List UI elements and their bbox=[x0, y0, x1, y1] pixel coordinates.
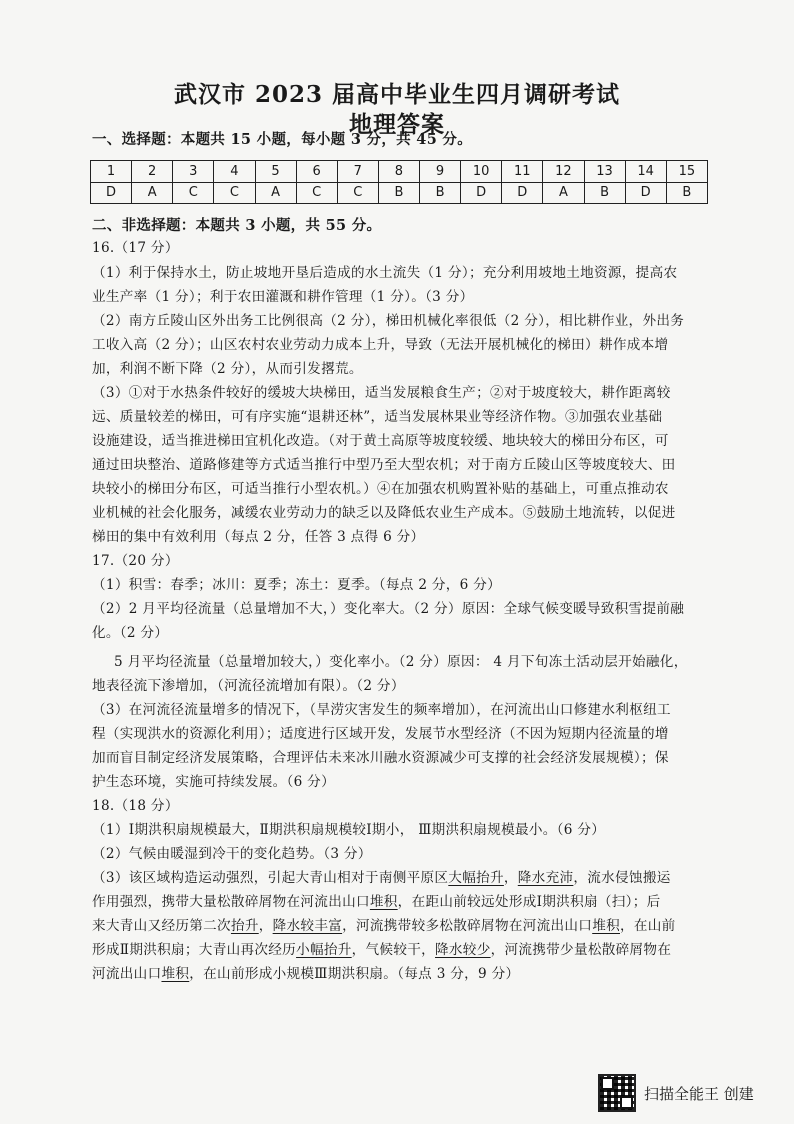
underlined-keyword: 堆积 bbox=[592, 918, 620, 934]
answer-line: 化。（2 分） bbox=[92, 625, 169, 641]
answer-cell: C bbox=[337, 182, 378, 204]
question-number: 11 bbox=[502, 161, 543, 183]
page-title: 武汉市 2023 届高中毕业生四月调研考试 bbox=[173, 81, 621, 108]
answer-line: （2）气候由暖湿到冷干的变化趋势。（3 分） bbox=[92, 846, 372, 862]
answer-text: （3）该区域构造运动强烈，引起大青山相对于南侧平原区 bbox=[92, 870, 449, 886]
scanner-label: 扫描全能王 创建 bbox=[644, 1084, 754, 1103]
question-number: 2 bbox=[132, 161, 173, 183]
answer-table bbox=[90, 160, 708, 204]
question-number: 4 bbox=[214, 161, 255, 183]
answer-line: （1）积雪：春季；冰川：夏季；冻土：夏季。（每点 2 分，6 分） bbox=[92, 577, 502, 593]
underlined-keyword: 堆积 bbox=[161, 966, 190, 982]
answer-cell: D bbox=[625, 182, 666, 204]
question-number: 7 bbox=[337, 161, 378, 183]
answer-text: ， bbox=[258, 918, 273, 934]
question-number: 1 bbox=[91, 161, 132, 183]
qr-code-icon bbox=[598, 1074, 636, 1112]
answer-line: 地表径流下渗增加，（河流径流增加有限）。（2 分） bbox=[92, 678, 405, 694]
answer-line: 业机械的社会化服务，减缓农业劳动力的缺乏以及降低农业生产成本。⑤鼓励土地流转，以促进 bbox=[92, 505, 676, 521]
question-number: 14 bbox=[625, 161, 666, 183]
answer-cell: C bbox=[214, 182, 255, 204]
answer-line: 业生产率（1 分）；利于农田灌溉和耕作管理（1 分）。（3 分） bbox=[92, 289, 474, 305]
answer-cell: B bbox=[584, 182, 625, 204]
answer-line bbox=[92, 868, 671, 888]
answer-line bbox=[92, 916, 676, 936]
answer-cell: C bbox=[173, 182, 214, 204]
answer-line: 程（实现洪水的资源化利用）；适度进行区域开发，发展节水型经济（不因为短期内径流量的增 bbox=[92, 726, 669, 742]
answer-text: ，气候较干， bbox=[351, 942, 436, 958]
answer-line: （2）南方丘陵山区外出务工比例很高（2 分），梯田机械化率很低（2 分），相比耕作业，外出务 bbox=[92, 313, 685, 329]
answer-text: ，河流携带较多松散碎屑物在河流出山口 bbox=[342, 918, 593, 934]
underlined-keyword: 大幅抬升 bbox=[448, 870, 504, 886]
answer-table-answer-row bbox=[91, 182, 708, 204]
underlined-keyword: 降水较少 bbox=[435, 942, 491, 958]
answer-cell: B bbox=[666, 182, 707, 204]
section2-heading: 二、非选择题：本题共 3 小题，共 55 分。 bbox=[92, 217, 382, 234]
answer-line: 加而盲目制定经济发展策略，合理评估未来冰川融水资源减少可支撑的社会经济发展规模）；保 bbox=[92, 750, 669, 766]
q18-heading: 18.（18 分） bbox=[92, 798, 179, 814]
question-number: 8 bbox=[378, 161, 419, 183]
answer-cell: A bbox=[255, 182, 296, 204]
answer-cell: B bbox=[420, 182, 461, 204]
question-number: 13 bbox=[584, 161, 625, 183]
answer-line: 设施建设，适当推进梯田宜机化改造。（对于黄土高原等坡度较缓、地块较大的梯田分布区，可 bbox=[92, 433, 669, 449]
answer-line: （2）2 月平均径流量（总量增加不大，）变化率大。（2 分）原因：全球气候变暖导致积雪提前融 bbox=[92, 601, 685, 617]
question-number: 9 bbox=[420, 161, 461, 183]
answer-cell: D bbox=[502, 182, 543, 204]
answer-line bbox=[92, 940, 671, 960]
question-number: 5 bbox=[255, 161, 296, 183]
answer-table-number-row bbox=[91, 161, 708, 183]
underlined-keyword: 堆积 bbox=[369, 894, 398, 910]
underlined-keyword: 抬升 bbox=[230, 918, 259, 934]
answer-cell: A bbox=[132, 182, 173, 204]
answer-text: ，在山前 bbox=[620, 918, 676, 934]
scanner-badge bbox=[598, 1074, 754, 1112]
answer-line: 护生态环境，实施可持续发展。（6 分） bbox=[92, 774, 335, 790]
question-number: 3 bbox=[173, 161, 214, 183]
answer-line bbox=[92, 964, 519, 984]
answer-line: （1）Ⅰ期洪积扇规模最大，Ⅱ期洪积扇规模较Ⅰ期小， Ⅲ期洪积扇规模最小。（6 分） bbox=[92, 822, 606, 838]
answer-text: 形成Ⅱ期洪积扇；大青山再次经历 bbox=[92, 942, 297, 958]
page-subtitle: 地理答案 bbox=[349, 111, 445, 138]
answer-text: ，河流携带少量松散碎屑物在 bbox=[490, 942, 672, 958]
answer-line: （3）①对于水热条件较好的缓坡大块梯田，适当发展粮食生产；②对于坡度较大，耕作距离较 bbox=[92, 385, 671, 401]
answer-line: 块较小的梯田分布区，可适当推行小型农机。）④在加强农机购置补贴的基础上，可重点推动农 bbox=[92, 481, 669, 497]
underlined-keyword: 降水充沛 bbox=[517, 870, 574, 886]
answer-text: 来大青山又经历第二次 bbox=[92, 918, 231, 934]
answer-cell: A bbox=[543, 182, 584, 204]
answer-line: 梯田的集中有效利用（每点 2 分，任答 3 点得 6 分） bbox=[92, 529, 425, 545]
answer-line: （1）利于保持水土，防止坡地开垦后造成的水土流失（1 分）；充分利用坡地土地资源，提高农 bbox=[92, 265, 678, 281]
underlined-keyword: 降水较丰富 bbox=[272, 918, 343, 934]
answer-cell: C bbox=[296, 182, 337, 204]
question-number: 12 bbox=[543, 161, 584, 183]
section1-heading: 一、选择题：本题共 15 小题，每小题 3 分，共 45 分。 bbox=[92, 131, 473, 148]
answer-line: 5 月平均径流量（总量增加较大，）变化率小。（2 分）原因： 4 月下旬冻土活动层开始融化， bbox=[114, 654, 688, 670]
question-number: 6 bbox=[296, 161, 337, 183]
underlined-keyword: 小幅抬升 bbox=[296, 942, 352, 958]
q16-heading: 16.（17 分） bbox=[92, 240, 179, 256]
question-number: 15 bbox=[666, 161, 707, 183]
question-number: 10 bbox=[461, 161, 502, 183]
answer-line bbox=[92, 892, 661, 912]
answer-cell: D bbox=[461, 182, 502, 204]
answer-text: 河流出山口 bbox=[92, 966, 162, 982]
answer-text: ， bbox=[503, 870, 518, 886]
answer-line: 加，利润不断下降（2 分），从而引发撂荒。 bbox=[92, 361, 363, 377]
answer-line: 通过田块整治、道路修建等方式适当推行中型乃至大型农机；对于南方丘陵山区等坡度较大、田 bbox=[92, 457, 676, 473]
answer-text: ，在距山前较远处形成Ⅰ期洪积扇（扫）；后 bbox=[397, 894, 661, 910]
answer-text: ，流水侵蚀搬运 bbox=[573, 870, 671, 886]
answer-cell: B bbox=[378, 182, 419, 204]
answer-line: 工收入高（2 分）；山区农村农业劳动力成本上升，导致（无法开展机械化的梯田）耕作成本增 bbox=[92, 337, 669, 353]
answer-line: （3）在河流径流量增多的情况下，（旱涝灾害发生的频率增加），在河流出山口修建水利枢纽工 bbox=[92, 702, 671, 718]
answer-cell: D bbox=[91, 182, 132, 204]
q17-heading: 17.（20 分） bbox=[92, 553, 179, 569]
answer-text: 作用强烈，携带大量松散碎屑物在河流出山口 bbox=[92, 894, 370, 910]
answer-text: ，在山前形成小规模Ⅲ期洪积扇。（每点 3 分，9 分） bbox=[189, 966, 520, 982]
answer-line: 远、质量较差的梯田，可有序实施“退耕还林”，适当发展林果业等经济作物。③加强农业基础 bbox=[92, 409, 663, 425]
